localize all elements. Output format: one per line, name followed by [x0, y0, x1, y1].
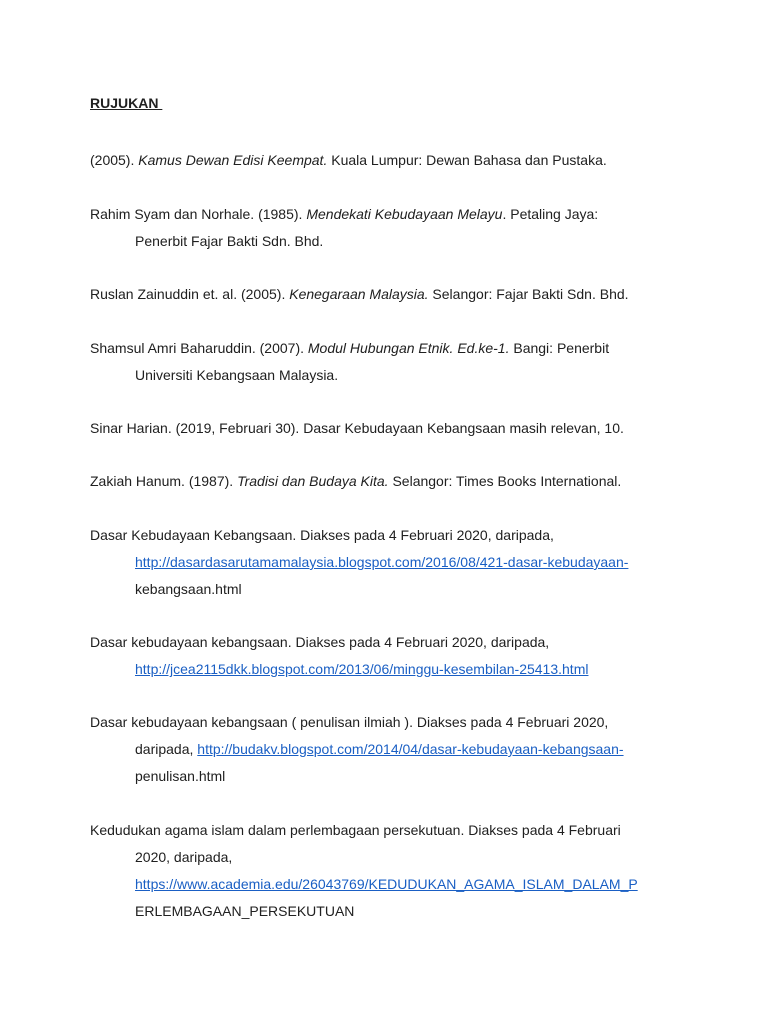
reference-title: Kenegaraan Malaysia.: [289, 286, 429, 302]
reference-line: Dasar kebudayaan kebangsaan. Diakses pada 4 Februari 2020, daripada,: [90, 634, 550, 650]
reference-author-year: Ruslan Zainuddin et. al. (2005).: [90, 286, 290, 302]
reference-dasar-kebudayaan-1: [90, 522, 628, 603]
reference-line: [90, 335, 609, 362]
reference-continuation: [90, 656, 588, 683]
reference-dasar-kebudayaan-3: [90, 709, 624, 790]
reference-line: [90, 201, 598, 228]
reference-link[interactable]: http://budakv.blogspot.com/2014/04/dasar-kebudayaan-kebangsaan-: [197, 741, 624, 757]
reference-zakiah-hanum: [90, 468, 621, 495]
reference-author-year: Shamsul Amri Baharuddin. (2007).: [90, 340, 308, 356]
reference-continuation: [90, 549, 628, 576]
reference-publisher: Bangi: Penerbit: [509, 340, 610, 356]
reference-continuation: Universiti Kebangsaan Malaysia.: [135, 367, 339, 383]
reference-kamus-dewan: [90, 147, 607, 174]
reference-publisher: Kuala Lumpur: Dewan Bahasa dan Pustaka.: [327, 152, 607, 168]
reference-continuation: ERLEMBAGAAN_PERSEKUTUAN: [135, 903, 355, 919]
reference-dasar-kebudayaan-2: [90, 629, 588, 683]
reference-link[interactable]: https://www.academia.edu/26043769/KEDUDUKAN_AGAMA_ISLAM_DALAM_P: [135, 876, 638, 892]
reference-link[interactable]: http://jcea2115dkk.blogspot.com/2013/06/minggu-kesembilan-25413.html: [135, 661, 589, 677]
reference-continuation: penulisan.html: [135, 768, 226, 784]
reference-publisher: Selangor: Times Books International.: [388, 473, 622, 489]
reference-line: Sinar Harian. (2019, Februari 30). Dasar Kebudayaan Kebangsaan masih relevan, 10.: [90, 420, 624, 436]
reference-author-year: (2005).: [90, 152, 139, 168]
reference-sinar-harian: [90, 415, 624, 442]
reference-continuation: Penerbit Fajar Bakti Sdn. Bhd.: [135, 233, 324, 249]
reference-publisher: Selangor: Fajar Bakti Sdn. Bhd.: [428, 286, 629, 302]
reference-ruslan-zainuddin: [90, 281, 629, 308]
reference-line: Dasar kebudayaan kebangsaan ( penulisan ilmiah ). Diakses pada 4 Februari 2020,: [90, 714, 609, 730]
reference-line: Kedudukan agama islam dalam perlembagaan persekutuan. Diakses pada 4 Februari: [90, 822, 621, 838]
reference-text: daripada,: [135, 741, 198, 757]
reference-line: [90, 147, 607, 174]
reference-author-year: Zakiah Hanum. (1987).: [90, 473, 238, 489]
reference-continuation: kebangsaan.html: [135, 581, 242, 597]
reference-link[interactable]: http://dasardasarutamamalaysia.blogspot.com/2016/08/421-dasar-kebudayaan-: [135, 554, 629, 570]
reference-title: Kamus Dewan Edisi Keempat.: [138, 152, 328, 168]
reference-rahim-syam: [90, 201, 598, 255]
reference-line: Dasar Kebudayaan Kebangsaan. Diakses pada 4 Februari 2020, daripada,: [90, 527, 554, 543]
reference-title: Modul Hubungan Etnik. Ed.ke-1.: [307, 340, 510, 356]
reference-line: [90, 468, 621, 495]
reference-title: Mendekati Kebudayaan Melayu: [306, 206, 503, 222]
reference-title: Tradisi dan Budaya Kita.: [237, 473, 389, 489]
reference-author-year: Rahim Syam dan Norhale. (1985).: [90, 206, 307, 222]
reference-line: [90, 281, 629, 308]
reference-publisher: . Petaling Jaya:: [502, 206, 599, 222]
reference-continuation: 2020, daripada,: [135, 849, 233, 865]
reference-continuation: [90, 871, 638, 898]
reference-shamsul-amri: [90, 335, 609, 389]
reference-continuation: [90, 736, 624, 763]
references-heading: RUJUKAN: [90, 95, 163, 111]
reference-kedudukan-agama: [90, 817, 638, 925]
